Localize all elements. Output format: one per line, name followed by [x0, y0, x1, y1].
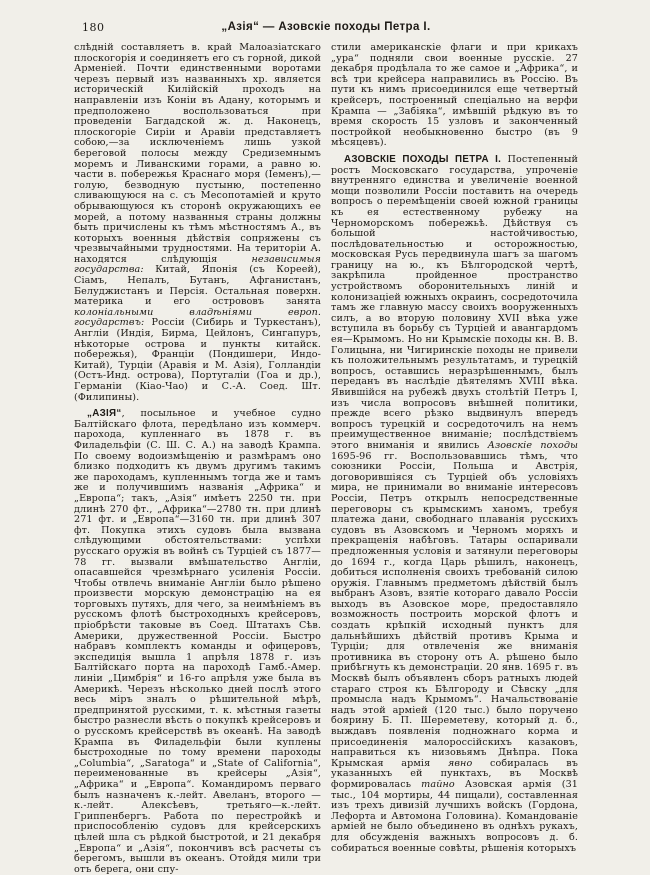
- text-run: тайно: [421, 778, 455, 790]
- running-head: [74, 20, 578, 38]
- page-title: „Азія“ — Азовскіе походы Петра I.: [221, 21, 431, 33]
- text-run: колоніальными владѣніями европ. государствъ:: [74, 306, 321, 329]
- text-run: Китай, Японія (съ Кореей), Сіамъ, Непалъ, Бутанъ, Афганистанъ, Белуджистанъ и Персія. Остальная поверхн. материка и его острововъ занята: [74, 264, 321, 308]
- right-column: [331, 43, 578, 875]
- text-run: Азовская армія (31 тыс., 104 мортиры, 44 пищали), составленная изъ трехъ дивизій лучшихъ войскъ (Гордона, Лефорта и Автомона Головина). Командованіе арміей не было объединено въ однѣхъ рукахъ, для обсужденія важныхъ вопросовъ д. б. собираться военные совѣты, рѣшенія которыхъ: [331, 778, 578, 854]
- text-run: Азовскіе походы: [487, 439, 579, 451]
- text-run: стили американскіе флаги и при крикахъ „ура“ подняли свои военные русскіе. 27 декабря продѣлала то же самое и „Африка“, и всѣ три крейсера направились въ Россію. Въ пути къ нимъ присоединился еще четвертый крейсеръ, построенный спеціально на верфи Крампа — „Забіяка“, имѣвшій рѣдкую въ то время скорость 15 узловъ и законченный постройкой необыкновенно быстро (въ 9 мѣсяцевъ).: [331, 42, 578, 149]
- text-run: 1695-96 гг. Воспользовавшись тѣмъ, что союзники Россіи, Польша и Австрія, договорившіяся съ Турціей объ условіяхъ мира, не принимали во вниманіе интересовъ Россіи, Петръ открылъ непосредственные переговоры съ крымскимъ ханомъ, требуя платежа дани, свободнаго плаванія русскихъ судовъ въ Азовскомъ и Черномъ моряхъ и прекращенія набѣговъ. Татары оспаривали предложенныя условія и затянули переговоры до 1694 г., когда Царь рѣшилъ, наконецъ, добиться исполненія своихъ требованій силою оружія. Главнымъ предметомъ дѣйствій былъ выбранъ Азовъ, взятіе котораго давало Россіи выходъ въ Азовское море, предоставляло возможность построить морской флотъ и создать крѣпкій исходный пунктъ для дальнѣйшихъ дѣйствій противъ Крыма и Турціи; для отвлеченія же вниманія противника въ сторону отъ А. рѣшено было прибѣгнуть къ демонстраціи. 20 янв. 1695 г. въ Москвѣ былъ объявленъ сборъ ратныхъ людей стараго строя къ Бѣлгороду и Сѣвску „для промысла надъ Крымомъ“. Начальствованіе надъ этой арміей (120 тыс.) было поручено боярину Б. П. Шереметеву, который д. б., выждавъ появленія подножнаго корма и присоединенія малороссійскихъ казаковъ, направиться къ низовьямъ Днѣпра. Пока Крымская армія: [331, 450, 578, 769]
- text-run: , посыльное и учебное судно Балтійскаго флота, передѣлано изъ коммерч. парохода, купленнаго въ 1878 г. въ Филадельфіи (С. Ш. С. А.) на заводѣ Крампа. По своему водоизмѣщенію и размѣрамъ оно близко подходитъ къ двумъ другимъ такимъ же пароходамъ, купленнымъ тогда же и тамъ же и получившимъ названія „Африка“ и „Европа“; такъ, „Азія“ имѣетъ 2250 тн. при длинѣ 270 фт., „Африка“—2780 тн. при длинѣ 271 фт. и „Европа“—3160 тн. при длинѣ 307 фт. Покупка этихъ судовъ была вызвана слѣдующими обстоятельствами: успѣхи русскаго оружія въ войнѣ съ Турціей съ 1877—78 гг. вызвали вмѣшательство Англіи, опасавшейся чрезмѣрнаго усиленія Россіи. Чтобы отвлечь вниманіе Англіи было рѣшено произвести морскую демонстрацію на ея торговыхъ путяхъ, для чего, за неимѣніемъ въ русскомъ флотѣ быстроходныхъ крейсеровъ, пріобрѣсти таковые въ Соед. Штатахъ Сѣв. Америки, дружественной Россіи. Быстро набравъ комплектъ команды и офицеровъ, экспедиція вышла 1 апрѣля 1878 г. изъ Балтійскаго порта на пароходѣ Гамб.-Амер. линіи „Цимбрія“ и 16-го апрѣля уже была въ Америкѣ. Черезъ нѣсколько дней послѣ этого весь міръ зналъ о рѣшительной мѣрѣ, предпринятой русскими, т. к. мѣстныя газеты быстро разнесли вѣсть о покупкѣ крейсеровъ и о русскомъ крейсерствѣ въ океанѣ. На заводѣ Крампа въ Филадельфіи были куплены быстроходные по тому времени пароходы „Columbia“, „Saratoga“ и „State of California“, переименованные въ крейсеры „Азія“, „Африка“ и „Европа“. Командиромъ перваго былъ назначенъ к.-лейт. Авеланъ, второго — к.-лейт. Алексѣевъ, третьяго—к.-лейт. Гриппенбергъ. Работа по перестройкѣ и приспособленію судовъ для крейсерскихъ цѣлей шла съ рѣдкой быстротой, и 21 декабря „Европа“ и „Азія“, покончивъ всѣ расчеты съ берегомъ, вышли въ океанъ. Отойдя мили три отъ берега, они спу-: [74, 408, 321, 875]
- page-number: 180: [82, 21, 105, 34]
- article-heading: АЗОВСКІЕ ПОХОДЫ ПЕТРА I.: [344, 153, 502, 165]
- text-run: явно: [447, 757, 473, 769]
- text-run: Постепенный ростъ Московскаго государства, упроченіе внутренняго единства и увеличеніе военной мощи позволили Россіи поставить на очередь вопросъ о перемѣщеніи своей южной границы къ ея естественному рубежу на Черноморскомъ побережьѣ. Дѣйствуя съ большой настойчивостью, послѣдовательностью и осторожностью, московская Русь передвинула шагъ за шагомъ границу на ю., къ Бѣлгородской чертѣ, закрѣпила пройденное пространство устройствомъ оборонительныхъ линій и колонизаціей южныхъ окраинъ, сосредоточила тамъ же главную массу своихъ вооруженныхъ силъ, а во вторую половину XVII вѣка уже вступила въ борьбу съ Турціей и авангардомъ ея—Крымомъ. Но ни Крымскіе походы кн. В. В. Голицына, ни Чигиринскіе походы не привели къ положительнымъ результатамъ, и турецкій вопросъ, оставшись неразрѣшеннымъ, былъ переданъ въ наслѣдіе дѣятелямъ XVIII вѣка. Явившійся на рубежѣ двухъ столѣтій Петръ I, изъ числа вопросовъ внѣшней политики, прежде всего рѣзко выдвинулъ впередъ вопросъ турецкій и сосредоточилъ на немъ преимущественное вниманіе; послѣдствіемъ этого вниманія и явились: [331, 153, 579, 451]
- paragraph: [331, 43, 578, 149]
- text-columns: [74, 43, 578, 875]
- text-run: Россіи (Сибирь и Туркестанъ), Англіи (Индія, Бирма, Цейлонъ, Сингапуръ, нѣкоторые острова и пункты китайск. побережья), Франціи (Пондишери, Индо-Китай), Турціи (Аравія и М. Азія), Голландіи (Остъ-Инд. острова), Португаліи (Гоа и др.), Германіи (Кіао-Чао) и С.-А. Соед. Шт. (Филипины).: [74, 317, 321, 403]
- text-run: собиралась въ указанныхъ ей пунктахъ, въ Москвѣ формировалась: [331, 757, 578, 790]
- text-run: слѣдній составляетъ в. край Малоазіатскаго плоскогорія и соединяетъ его съ горной, дикой Арменіей. Почти единственными воротами черезъ первый изъ названныхъ хр. является историческій Килійскій проходъ на направленіи изъ Коніи въ Адану, которымъ и предположено воспользоваться при проведеніи Багдадской ж. д. Наконецъ, плоскогоріе Сиріи и Аравіи представляетъ собою,—за исключеніемъ лишь узкой береговой полосы между Средиземнымъ моремъ и Ливанскими горами, а равно ю. части в. побережья Краснаго моря (Іеменъ),—голую, безводную пустыню, постепенно сливающуюся на с. съ Месопотаміей и круто обрывающуюся къ сторонѣ окружающихъ ее морей, а потому названныя страны должны быть причислены къ тѣмъ мѣстностямъ А., въ которыхъ военныя дѣйствія сопряжены съ чрезвычайными трудностями. На територіи А. находятся слѣдующія: [74, 42, 321, 265]
- paragraph: [74, 43, 321, 403]
- article-heading: „АЗІЯ“: [87, 408, 122, 420]
- paragraph: [74, 409, 321, 875]
- left-column: [74, 43, 321, 875]
- paragraph: [331, 155, 578, 854]
- text-run: независимыя государства:: [74, 253, 321, 276]
